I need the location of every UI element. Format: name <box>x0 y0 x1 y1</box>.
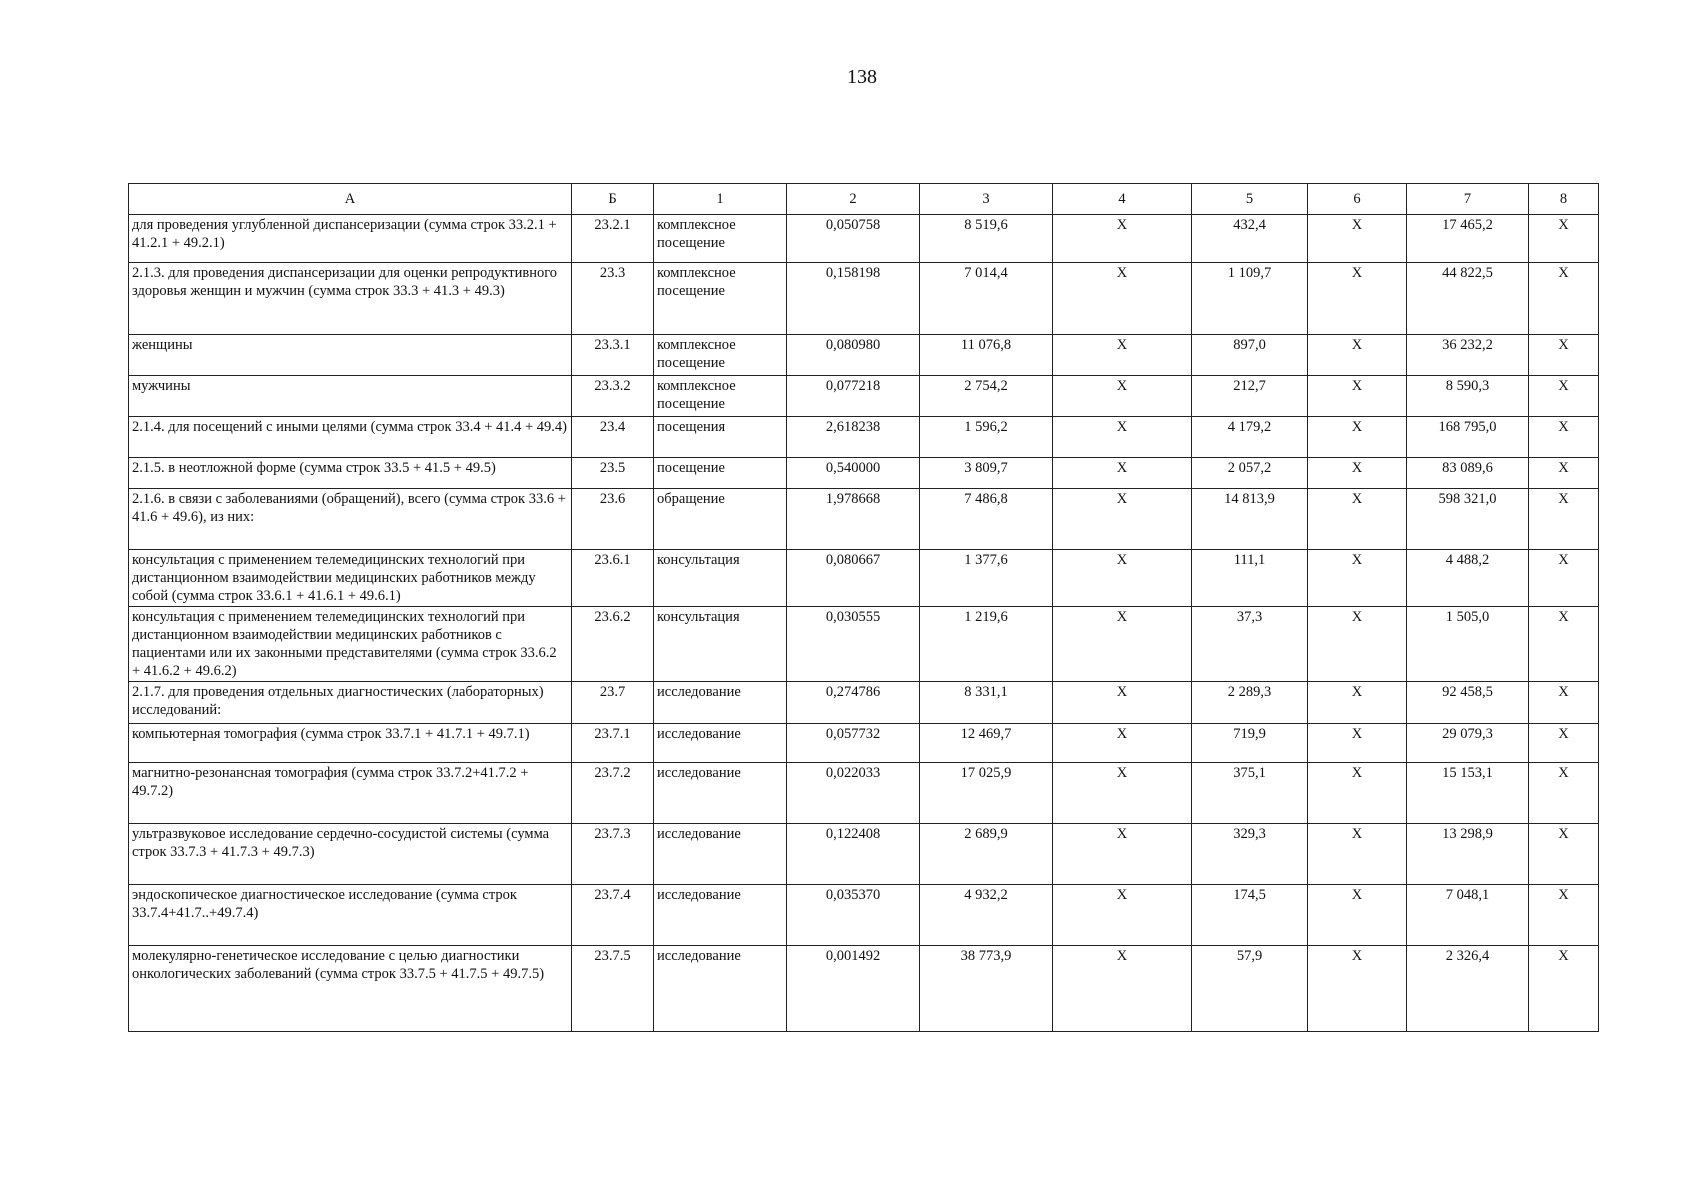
row-col8: Х <box>1529 263 1599 335</box>
row-unit: консультация <box>654 550 787 607</box>
row-col2: 0,540000 <box>787 458 920 489</box>
table-row <box>129 335 1599 376</box>
row-col2: 0,158198 <box>787 263 920 335</box>
row-col6: Х <box>1308 550 1407 607</box>
table-row <box>129 376 1599 417</box>
row-description: молекулярно-генетическое исследование с целью диагностики онкологических заболеваний (сумма строк 33.7.5 + 41.7.5 + 49.7.5) <box>129 946 572 1032</box>
row-code: 23.5 <box>572 458 654 489</box>
row-col3: 7 486,8 <box>920 489 1053 550</box>
row-col2: 2,618238 <box>787 417 920 458</box>
row-unit: исследование <box>654 724 787 763</box>
row-col4: Х <box>1053 824 1192 885</box>
row-unit: исследование <box>654 824 787 885</box>
row-col5: 111,1 <box>1192 550 1308 607</box>
row-col7: 92 458,5 <box>1407 682 1529 724</box>
row-col8: Х <box>1529 885 1599 946</box>
row-unit: комплексное посещение <box>654 263 787 335</box>
header-row <box>129 184 1599 215</box>
row-code: 23.7.2 <box>572 763 654 824</box>
table-row <box>129 215 1599 263</box>
row-code: 23.6.1 <box>572 550 654 607</box>
row-description: консультация с применением телемедицинских технологий при дистанционном взаимодействии медицинских работников с пациентами или их законными представителями (сумма строк 33.6.2 + 41.6.2 + 49.6.2) <box>129 607 572 682</box>
row-col4: Х <box>1053 458 1192 489</box>
row-col4: Х <box>1053 885 1192 946</box>
table-row <box>129 550 1599 607</box>
row-col7: 4 488,2 <box>1407 550 1529 607</box>
row-col7: 36 232,2 <box>1407 335 1529 376</box>
row-code: 23.3.2 <box>572 376 654 417</box>
row-col5: 2 057,2 <box>1192 458 1308 489</box>
header-cell-6: 6 <box>1308 184 1407 215</box>
row-col5: 174,5 <box>1192 885 1308 946</box>
row-col4: Х <box>1053 215 1192 263</box>
row-col2: 0,122408 <box>787 824 920 885</box>
row-col6: Х <box>1308 682 1407 724</box>
row-col2: 0,274786 <box>787 682 920 724</box>
row-col5: 14 813,9 <box>1192 489 1308 550</box>
row-description: 2.1.3. для проведения диспансеризации для оценки репродуктивного здоровья женщин и мужчин (сумма строк 33.3 + 41.3 + 49.3) <box>129 263 572 335</box>
row-col7: 29 079,3 <box>1407 724 1529 763</box>
row-col5: 4 179,2 <box>1192 417 1308 458</box>
table-row <box>129 263 1599 335</box>
row-description: 2.1.5. в неотложной форме (сумма строк 33.5 + 41.5 + 49.5) <box>129 458 572 489</box>
row-col8: Х <box>1529 550 1599 607</box>
row-col4: Х <box>1053 376 1192 417</box>
row-col6: Х <box>1308 335 1407 376</box>
row-col5: 432,4 <box>1192 215 1308 263</box>
row-description: компьютерная томография (сумма строк 33.7.1 + 41.7.1 + 49.7.1) <box>129 724 572 763</box>
row-code: 23.7.3 <box>572 824 654 885</box>
row-col2: 0,077218 <box>787 376 920 417</box>
row-col6: Х <box>1308 724 1407 763</box>
row-code: 23.3.1 <box>572 335 654 376</box>
row-col7: 15 153,1 <box>1407 763 1529 824</box>
row-col4: Х <box>1053 946 1192 1032</box>
row-col8: Х <box>1529 489 1599 550</box>
page-number: 138 <box>847 66 877 88</box>
row-unit: обращение <box>654 489 787 550</box>
row-col6: Х <box>1308 607 1407 682</box>
row-code: 23.4 <box>572 417 654 458</box>
row-col8: Х <box>1529 335 1599 376</box>
row-col3: 12 469,7 <box>920 724 1053 763</box>
row-col2: 0,080667 <box>787 550 920 607</box>
row-col5: 897,0 <box>1192 335 1308 376</box>
row-col5: 375,1 <box>1192 763 1308 824</box>
row-description: 2.1.6. в связи с заболеваниями (обращений), всего (сумма строк 33.6 + 41.6 + 49.6), из них: <box>129 489 572 550</box>
row-col3: 17 025,9 <box>920 763 1053 824</box>
row-col4: Х <box>1053 682 1192 724</box>
row-col3: 38 773,9 <box>920 946 1053 1032</box>
row-col8: Х <box>1529 376 1599 417</box>
header-cell-3: 3 <box>920 184 1053 215</box>
row-col5: 719,9 <box>1192 724 1308 763</box>
row-col4: Х <box>1053 263 1192 335</box>
row-col6: Х <box>1308 885 1407 946</box>
table-row <box>129 763 1599 824</box>
row-col3: 8 519,6 <box>920 215 1053 263</box>
row-col8: Х <box>1529 607 1599 682</box>
row-description: для проведения углубленной диспансеризации (сумма строк 33.2.1 + 41.2.1 + 49.2.1) <box>129 215 572 263</box>
row-col3: 11 076,8 <box>920 335 1053 376</box>
row-col5: 2 289,3 <box>1192 682 1308 724</box>
row-col5: 37,3 <box>1192 607 1308 682</box>
row-description: ультразвуковое исследование сердечно-сосудистой системы (сумма строк 33.7.3 + 41.7.3 + 49.7.3) <box>129 824 572 885</box>
row-col2: 1,978668 <box>787 489 920 550</box>
row-col2: 0,022033 <box>787 763 920 824</box>
row-col7: 598 321,0 <box>1407 489 1529 550</box>
row-col2: 0,001492 <box>787 946 920 1032</box>
row-col6: Х <box>1308 763 1407 824</box>
row-col2: 0,050758 <box>787 215 920 263</box>
header-cell-8: 8 <box>1529 184 1599 215</box>
table-row <box>129 458 1599 489</box>
row-col7: 8 590,3 <box>1407 376 1529 417</box>
row-col3: 1 596,2 <box>920 417 1053 458</box>
row-col6: Х <box>1308 489 1407 550</box>
row-col8: Х <box>1529 417 1599 458</box>
row-description: магнитно-резонансная томография (сумма строк 33.7.2+41.7.2 + 49.7.2) <box>129 763 572 824</box>
table-row <box>129 417 1599 458</box>
header-cell-5: 5 <box>1192 184 1308 215</box>
row-col6: Х <box>1308 946 1407 1032</box>
row-col8: Х <box>1529 763 1599 824</box>
row-col7: 1 505,0 <box>1407 607 1529 682</box>
row-description: эндоскопическое диагностическое исследование (сумма строк 33.7.4+41.7..+49.7.4) <box>129 885 572 946</box>
row-col5: 1 109,7 <box>1192 263 1308 335</box>
row-description: женщины <box>129 335 572 376</box>
row-col5: 57,9 <box>1192 946 1308 1032</box>
row-col4: Х <box>1053 724 1192 763</box>
row-col3: 4 932,2 <box>920 885 1053 946</box>
row-col4: Х <box>1053 417 1192 458</box>
row-col4: Х <box>1053 550 1192 607</box>
row-col3: 2 689,9 <box>920 824 1053 885</box>
row-col3: 1 219,6 <box>920 607 1053 682</box>
row-col7: 83 089,6 <box>1407 458 1529 489</box>
row-col3: 1 377,6 <box>920 550 1053 607</box>
row-col4: Х <box>1053 335 1192 376</box>
row-col7: 168 795,0 <box>1407 417 1529 458</box>
row-col7: 44 822,5 <box>1407 263 1529 335</box>
table-row <box>129 946 1599 1032</box>
header-cell-b: Б <box>572 184 654 215</box>
table-row <box>129 824 1599 885</box>
row-unit: исследование <box>654 885 787 946</box>
row-unit: исследование <box>654 682 787 724</box>
row-col5: 212,7 <box>1192 376 1308 417</box>
row-code: 23.3 <box>572 263 654 335</box>
row-description: консультация с применением телемедицинских технологий при дистанционном взаимодействии медицинских работников между собой (сумма строк 33.6.1 + 41.6.1 + 49.6.1) <box>129 550 572 607</box>
row-col7: 7 048,1 <box>1407 885 1529 946</box>
row-col8: Х <box>1529 824 1599 885</box>
row-col6: Х <box>1308 824 1407 885</box>
row-code: 23.7.1 <box>572 724 654 763</box>
data-table <box>128 183 1599 1032</box>
row-code: 23.2.1 <box>572 215 654 263</box>
row-col3: 7 014,4 <box>920 263 1053 335</box>
table-row <box>129 607 1599 682</box>
row-col7: 13 298,9 <box>1407 824 1529 885</box>
row-unit: комплексное посещение <box>654 376 787 417</box>
row-description: 2.1.7. для проведения отдельных диагностических (лабораторных) исследований: <box>129 682 572 724</box>
header-cell-2: 2 <box>787 184 920 215</box>
header-cell-7: 7 <box>1407 184 1529 215</box>
table-row <box>129 682 1599 724</box>
row-col2: 0,057732 <box>787 724 920 763</box>
row-col5: 329,3 <box>1192 824 1308 885</box>
table-row <box>129 724 1599 763</box>
row-col6: Х <box>1308 417 1407 458</box>
header-cell-a: А <box>129 184 572 215</box>
row-col3: 2 754,2 <box>920 376 1053 417</box>
row-description: мужчины <box>129 376 572 417</box>
row-col2: 0,030555 <box>787 607 920 682</box>
row-unit: комплексное посещение <box>654 215 787 263</box>
row-unit: исследование <box>654 763 787 824</box>
row-col4: Х <box>1053 489 1192 550</box>
row-description: 2.1.4. для посещений с иными целями (сумма строк 33.4 + 41.4 + 49.4) <box>129 417 572 458</box>
row-col6: Х <box>1308 376 1407 417</box>
row-col6: Х <box>1308 263 1407 335</box>
row-unit: исследование <box>654 946 787 1032</box>
row-unit: консультация <box>654 607 787 682</box>
table-row <box>129 885 1599 946</box>
row-col2: 0,080980 <box>787 335 920 376</box>
row-col3: 3 809,7 <box>920 458 1053 489</box>
row-col7: 2 326,4 <box>1407 946 1529 1032</box>
row-col8: Х <box>1529 724 1599 763</box>
row-col8: Х <box>1529 682 1599 724</box>
row-unit: посещения <box>654 417 787 458</box>
row-col2: 0,035370 <box>787 885 920 946</box>
row-code: 23.7 <box>572 682 654 724</box>
row-col4: Х <box>1053 607 1192 682</box>
row-code: 23.7.4 <box>572 885 654 946</box>
row-unit: посещение <box>654 458 787 489</box>
row-col3: 8 331,1 <box>920 682 1053 724</box>
row-col8: Х <box>1529 458 1599 489</box>
table-row <box>129 489 1599 550</box>
row-unit: комплексное посещение <box>654 335 787 376</box>
row-col8: Х <box>1529 946 1599 1032</box>
header-cell-4: 4 <box>1053 184 1192 215</box>
row-code: 23.6.2 <box>572 607 654 682</box>
header-cell-1: 1 <box>654 184 787 215</box>
row-col7: 17 465,2 <box>1407 215 1529 263</box>
row-col6: Х <box>1308 458 1407 489</box>
row-col8: Х <box>1529 215 1599 263</box>
row-code: 23.7.5 <box>572 946 654 1032</box>
row-code: 23.6 <box>572 489 654 550</box>
row-col6: Х <box>1308 215 1407 263</box>
row-col4: Х <box>1053 763 1192 824</box>
